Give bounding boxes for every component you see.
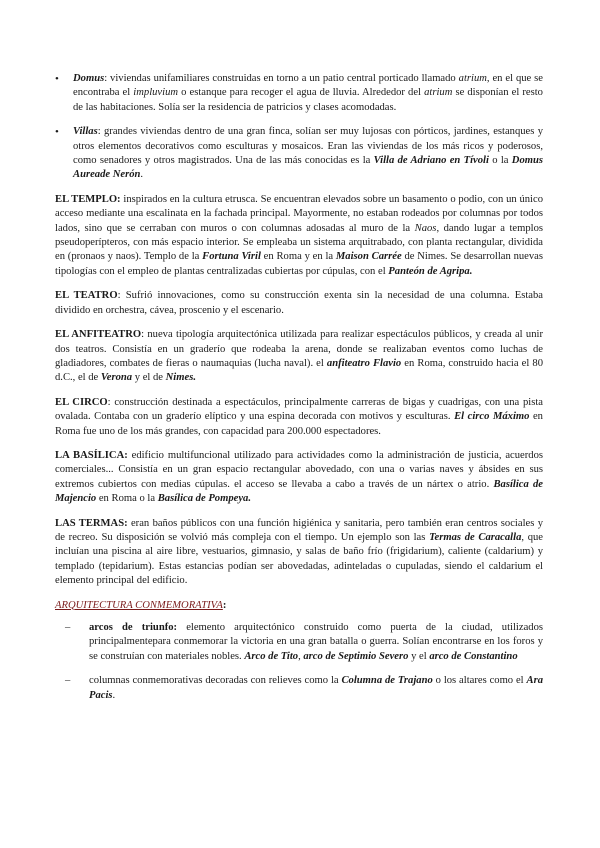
emphasis-run: Panteón de Agripa. [388,265,473,277]
text-run: en Roma o la [96,493,158,505]
emphasis-run: EL TEATRO [55,290,118,302]
emphasis-run: LA BASÍLICA: [55,449,128,461]
text-run: columnas conmemorativas decoradas con relieves como la [89,675,342,687]
emphasis-run: Fortuna Viril [202,251,261,263]
bullet-icon: • [55,73,59,85]
emphasis-run: Verona [100,372,133,384]
emphasis-run: impluvium [133,87,179,99]
emphasis-run: Villa de Adriano en Tívoli [373,155,489,167]
bullet-villas [55,125,543,183]
text-run: o los altares como el [432,675,527,687]
emphasis-run: LAS TERMAS: [55,517,128,529]
text-run: y el [408,650,430,662]
text-run: de Nimes. Se desarrollan nuevas tipologías con el empleo de plantas centralizadas cubiertas por cúpulas, con el [55,251,543,277]
dash-item-columnas [55,674,543,703]
emphasis-run: Termas de Caracalla [429,531,522,543]
emphasis-run: atrium [424,87,453,99]
emphasis-run: arco de Constantino [429,650,518,662]
emphasis-run: anfiteatro Flavio [326,357,402,369]
text-run: : nueva tipología arquitectónica utilizada para realizar espectáculos públicos, y creada al unir dos teatros. Consistía en un graderío que rodeaba la arena, donde se realizaban eventos como luchas de gladiadores, combates de fieras o naumaquias (lucha naval). el [55,329,543,369]
bullet-domus-text [73,73,543,113]
housing-bullet-list [55,72,543,183]
dash-icon: – [65,622,71,633]
text-run: : construcción destinada a espectáculos, principalmente carreras de bigas y cuadrigas, con una pista ovalada. Contaba con un graderío elíptico y una espina decorada con motivos y esculturas. [55,396,543,423]
emphasis-run: EL CIRCO [55,396,108,408]
text-run: y el de [132,372,166,384]
text-run: : Sufrió innovaciones, como su construcción exenta sin la necesidad de una columna. Estaba dividido en orchestra, cávea, proscenio y el escenario. [55,290,543,316]
emphasis-run: Domus Aureade Nerón [73,155,543,181]
bullet-villas-text [73,126,543,180]
text-run: , dando lugar a templos pseudoperípteros, con más espacio interior. Se empleaba un sistema arquitrabado, con planta rectangular, dividida en (pronaos y naos). Templo de la [55,222,543,263]
section-title-link[interactable]: ARQUITECTURA CONMEMORATIVA [55,599,223,611]
paragraph-basilica [55,449,543,507]
emphasis-run: EL ANFITEATRO [55,329,142,341]
emphasis-run: Domus [73,73,105,84]
emphasis-run: arco de Septimio Severo [303,650,409,662]
commemorative-dash-list [55,621,543,703]
text-run: , en el que se encontraba el [73,73,543,99]
text-run: , [298,650,304,662]
emphasis-run: EL TEMPLO: [55,193,121,205]
text-run: , que incluían una piscina al aire libre, vestuarios, gimnasio, y salas de baño frío (frigidarium), caliente (caldarium) y templado (tepidarium). Estas estancias podían ser abovedadas, adinteladas o cupuladas, siendo el caldarium el elemento principal del edificio. [55,531,543,587]
bullet-domus [55,72,543,115]
bullet-icon: • [55,126,59,139]
paragraph-termas [55,517,543,589]
text-run: o la [488,155,512,167]
emphasis-run: atrium [458,73,487,84]
section-heading [55,599,543,613]
text-run: eran baños públicos con una función higiénica y sanitaria, pero también eran centros sociales y de recreo. Su disposición se volvió más compleja con el tiempo. Un ejemplo son las [55,517,543,543]
emphasis-run: arcos de triunfo: [89,622,178,633]
emphasis-run: Villas [73,126,98,138]
text-run: en Roma, construido hacia el 80 d.C., el de [55,357,543,384]
paragraph-teatro [55,289,543,318]
section-title-colon: : [222,599,227,611]
dash-columnas-text [89,675,543,700]
emphasis-run: Basílica de Majencio [55,478,543,505]
paragraph-circo [55,396,543,439]
text-run: : viviendas unifamiliares construidas en torno a un patio central porticado llamado [104,73,459,84]
text-run: inspirados en la cultura etrusca. Se encuentran elevados sobre un basamento o podio, con un único acceso mediante una escalinata en la fachada principal. Mayormente, no estaban rodeados por columnas por todos lados, sino que se cerraban con muros o con columnas adosadas al muro de la [55,193,543,234]
text-run: elemento arquitectónico construido como puerta de la ciudad, utilizados principalmentepara conmemorar la victoria en una gran batalla o guerra. Solían encontrarse en los foros y se construían con materiales nobles. [89,622,543,662]
emphasis-run: Maison Carrée [335,251,402,263]
document-page [55,72,543,713]
emphasis-run: Ara Pacis [89,675,543,701]
dash-arcos-text [89,622,543,662]
text-run: : grandes viviendas dentro de una gran finca, solían ser muy lujosas con pórticos, jardines, estanques y otros elementos decorativos como esculturas y mosaicos. Eran las viviendas de los más ricos y poderosos, como senadores y otros magistrados. Una de las más conocidas es la [73,126,543,167]
paragraph-templo [55,193,543,279]
emphasis-run: Nimes. [165,372,196,384]
text-run: . [140,169,144,181]
emphasis-run: Arco de Tito [244,650,299,662]
emphasis-run: El circo Máximo [454,411,530,423]
emphasis-run: Basílica de Pompeya. [157,493,251,505]
dash-item-arcos [55,621,543,664]
paragraph-anfiteatro [55,328,543,386]
text-run: . [112,689,116,701]
text-run: o estanque para recoger el agua de lluvia. Alrededor del [178,87,425,99]
dash-icon: – [65,675,71,687]
text-run: en Roma fue uno de los más grandes, con capacidad para 200.000 espectadores. [55,411,543,437]
emphasis-run: Columna de Trajano [341,675,433,687]
text-run: en Roma y en la [260,251,336,263]
emphasis-run: Naos [414,222,437,234]
text-run: edificio multifuncional utilizado para actividades como la administración de justicia, acuerdos comerciales... Consistía en un gran espacio rectangular abovedado, con una o varias naves y ábsides en sus extremos cubiertos con medias cúpulas. el acceso se llevaba a cabo a través de un nártex o atrio. [55,449,543,490]
text-run: se disponían el resto de las habitaciones. Solía ser la residencia de patricios y clases acomodadas. [73,87,543,113]
